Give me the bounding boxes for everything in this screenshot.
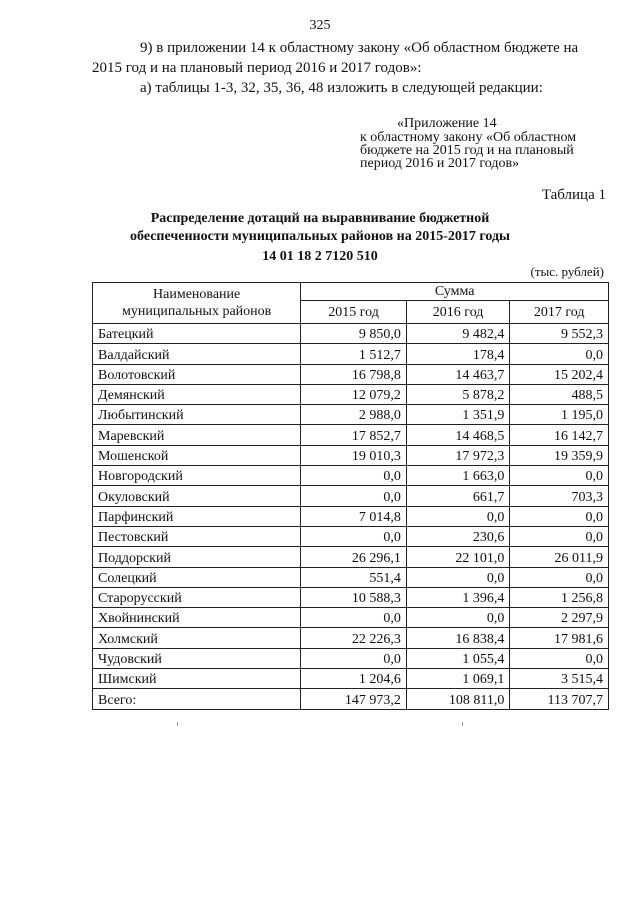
district-name: Волотовский [93, 364, 301, 384]
page-number: 325 [309, 18, 331, 33]
district-name: Окуловский [93, 486, 301, 506]
amount-cell: 0,0 [301, 486, 407, 506]
amount-cell: 0,0 [301, 608, 407, 628]
district-name: Демянский [93, 384, 301, 404]
appendix-line: период 2016 и 2017 годов» [360, 156, 520, 171]
amount-cell: 0,0 [406, 567, 510, 587]
amount-cell: 10 588,3 [301, 587, 407, 607]
district-name: Валдайский [93, 344, 301, 364]
amount-cell: 17 852,7 [301, 425, 407, 445]
amount-cell: 488,5 [510, 384, 609, 404]
amount-cell: 26 296,1 [301, 547, 407, 567]
header-year: 2015 год [301, 301, 407, 324]
header-district-name: Наименование муниципальных районов [93, 283, 301, 324]
amount-cell: 0,0 [510, 466, 609, 486]
table-row [93, 344, 609, 364]
units-label: (тыс. рублей) [530, 264, 604, 279]
amount-cell: 16 798,8 [301, 364, 407, 384]
table-row [93, 405, 609, 425]
table-row [93, 425, 609, 445]
scan-mark [462, 722, 463, 726]
amount-cell: 7 014,8 [301, 506, 407, 526]
district-name: Холмский [93, 628, 301, 648]
table-row [93, 526, 609, 546]
table-row [93, 587, 609, 607]
subsidy-table [92, 282, 609, 710]
table-number: Таблица 1 [541, 187, 606, 203]
district-name: Парфинский [93, 506, 301, 526]
amount-cell: 703,3 [510, 486, 609, 506]
appendix-line: «Приложение 14 [397, 116, 497, 131]
amount-cell: 0,0 [510, 567, 609, 587]
district-name: Хвойнинский [93, 608, 301, 628]
table-row [93, 466, 609, 486]
title-line: обеспеченности муниципальных районов на 2015-2017 годы [130, 229, 510, 244]
table-row [93, 364, 609, 384]
amount-cell: 1 055,4 [406, 648, 510, 668]
amount-cell: 9 850,0 [301, 324, 407, 344]
table-row [93, 384, 609, 404]
paragraph-tables-list: а) таблицы 1-3, 32, 35, 36, 48 изложить в следующей редакции: [140, 80, 543, 96]
budget-code: 14 01 18 2 7120 510 [262, 249, 378, 264]
table-row [93, 648, 609, 668]
amount-cell: 16 838,4 [406, 628, 510, 648]
table-row [93, 486, 609, 506]
amount-cell: 2 988,0 [301, 405, 407, 425]
amount-cell: 0,0 [406, 506, 510, 526]
header-sum: Сумма [301, 283, 609, 301]
paragraph-amendment: 9) в приложении 14 к областному закону «Об областном бюджете на [140, 40, 579, 56]
amount-cell: 19 359,9 [510, 445, 609, 465]
district-name: Старорусский [93, 587, 301, 607]
appendix-reference [360, 117, 576, 170]
table-total-row [93, 689, 609, 709]
amount-cell: 22 101,0 [406, 547, 510, 567]
amount-cell: 0,0 [406, 608, 510, 628]
scan-mark [177, 722, 178, 726]
amount-cell: 14 468,5 [406, 425, 510, 445]
amount-cell: 15 202,4 [510, 364, 609, 384]
amount-cell: 14 463,7 [406, 364, 510, 384]
amount-cell: 661,7 [406, 486, 510, 506]
table-row [93, 506, 609, 526]
district-name: Любытинский [93, 405, 301, 425]
amount-cell: 1 256,8 [510, 587, 609, 607]
table-row [93, 669, 609, 689]
appendix-line: к областному закону «Об областном [360, 130, 577, 145]
amount-cell: 1 663,0 [406, 466, 510, 486]
amount-cell: 0,0 [510, 344, 609, 364]
district-name: Пестовский [93, 526, 301, 546]
table-row [93, 324, 609, 344]
amount-cell: 0,0 [301, 648, 407, 668]
amount-cell: 19 010,3 [301, 445, 407, 465]
district-name: Маревский [93, 425, 301, 445]
amount-cell: 17 981,6 [510, 628, 609, 648]
amount-cell: 1 351,9 [406, 405, 510, 425]
amount-cell: 0,0 [301, 526, 407, 546]
paragraph-amendment-cont: 2015 год и на плановый период 2016 и 2017 годов»: [92, 60, 422, 76]
total-label: Всего: [93, 689, 301, 709]
amount-cell: 147 973,2 [301, 689, 407, 709]
table-row [93, 547, 609, 567]
amount-cell: 12 079,2 [301, 384, 407, 404]
district-name: Чудовский [93, 648, 301, 668]
amount-cell: 551,4 [301, 567, 407, 587]
amount-cell: 3 515,4 [510, 669, 609, 689]
table-title [0, 210, 640, 266]
title-line: Распределение дотаций на выравнивание бюджетной [150, 211, 490, 226]
district-name: Солецкий [93, 567, 301, 587]
table-row [93, 608, 609, 628]
district-name: Новгородский [93, 466, 301, 486]
amount-cell: 113 707,7 [510, 689, 609, 709]
amount-cell: 1 204,6 [301, 669, 407, 689]
district-name: Шимский [93, 669, 301, 689]
amount-cell: 9 482,4 [406, 324, 510, 344]
district-name: Мошенской [93, 445, 301, 465]
amount-cell: 0,0 [510, 648, 609, 668]
amount-cell: 9 552,3 [510, 324, 609, 344]
amount-cell: 16 142,7 [510, 425, 609, 445]
amount-cell: 1 195,0 [510, 405, 609, 425]
amount-cell: 178,4 [406, 344, 510, 364]
amount-cell: 108 811,0 [406, 689, 510, 709]
amount-cell: 2 297,9 [510, 608, 609, 628]
district-name: Поддорский [93, 547, 301, 567]
amount-cell: 1 069,1 [406, 669, 510, 689]
district-name: Батецкий [93, 324, 301, 344]
amount-cell: 0,0 [510, 506, 609, 526]
appendix-line: бюджете на 2015 год и на плановый [360, 143, 574, 158]
amount-cell: 22 226,3 [301, 628, 407, 648]
amount-cell: 1 512,7 [301, 344, 407, 364]
amount-cell: 17 972,3 [406, 445, 510, 465]
table-row [93, 445, 609, 465]
amount-cell: 26 011,9 [510, 547, 609, 567]
amount-cell: 230,6 [406, 526, 510, 546]
table-row [93, 628, 609, 648]
amount-cell: 1 396,4 [406, 587, 510, 607]
header-year: 2016 год [406, 301, 510, 324]
amount-cell: 0,0 [301, 466, 407, 486]
table-row [93, 567, 609, 587]
amount-cell: 5 878,2 [406, 384, 510, 404]
header-year: 2017 год [510, 301, 609, 324]
amount-cell: 0,0 [510, 526, 609, 546]
